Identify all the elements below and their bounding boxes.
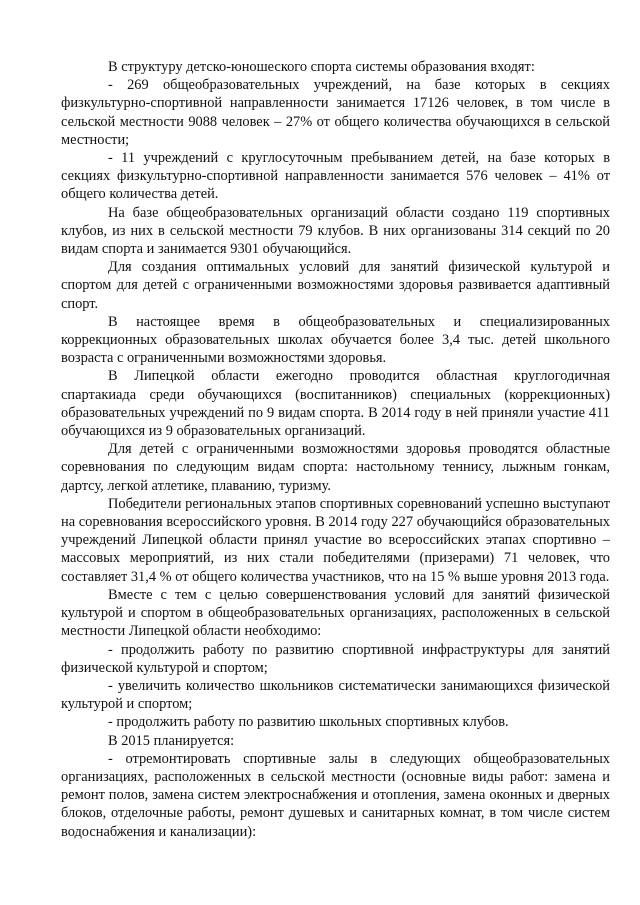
paragraph-adaptive-sport: Для создания оптимальных условий для занятий физической культурой и спортом для детей с ограниченными возможностями здоровья развивается адаптивный спорт.: [61, 259, 610, 312]
paragraph-special-schools: В настоящее время в общеобразовательных и специализированных коррекционных образовательных школах обучается более 3,4 тыс. детей школьного возраста с ограниченными возможностями здоровья.: [61, 313, 610, 367]
paragraph-necessary: Вместе с тем с целью совершенствования условий для занятий физической культурой и спортом в общеобразовательных организациях, расположенных в сельской местности Липецкой области необходимо:: [61, 586, 610, 640]
list-item-infrastructure: - продолжить работу по развитию спортивной инфраструктуры для занятий физической культурой и спортом;: [61, 641, 610, 676]
paragraph-sports-clubs: На базе общеобразовательных организаций области создано 119 спортивных клубов, из них в сельской местности 79 клубов. В них организованы 314 секций по 20 видам спорта и занимается 9301 обучающийся.: [61, 204, 610, 258]
paragraph-plan-2015: В 2015 планируется:: [108, 732, 235, 749]
paragraph-general-schools: - 269 общеобразовательных учреждений, на базе которых в секциях физкультурно-спортивной направленности занимается 17126 человек, в том числе в сельской местности 9088 человек – 27% от общего количества обучающихся в сельской местности;: [61, 77, 610, 148]
paragraph-winners: Победители региональных этапов спортивных соревнований успешно выступают на соревнования всероссийского уровня. В 2014 году 227 обучающийся образовательных учреждений Липецкой области принял участие во всероссийских этапах спортивно – массовых мероприятий, из них стали победителями (призерами) 71 человек, что составляет 31,4 % от общего количества участников, что на 15 % выше уровня 2013 года.: [61, 495, 610, 585]
list-item-repair-gyms: - отремонтировать спортивные залы в следующих общеобразовательных организациях, расположенных в сельской местности (основные виды работ: замена и ремонт полов, замена систем электроснабжения и отопления, замена оконных и дверных блоков, отделочные работы, ремонт душевых и санитарных комнат, в том числе систем водоснабжения и канализации):: [61, 750, 610, 840]
list-item-increase-students: - увеличить количество школьников систематически занимающихся физической культурой и спортом;: [61, 677, 610, 713]
paragraph-intro: В структуру детско-юношеского спорта системы образования входят:: [108, 59, 535, 75]
paragraph-boarding-institutions: - 11 учреждений с круглосуточным пребыванием детей, на базе которых в секциях физкультурно-спортивной направленности занимается 576 человек – 41% от общего количества детей.: [61, 150, 610, 203]
paragraph-spartakiad: В Липецкой области ежегодно проводится областная круглогодичная спартакиада среди обучающихся (воспитанников) специальных (коррекционных) образовательных учреждений по 9 видам спорта. В 2014 году в ней приняли участие 411 обучающихся из 9 образовательных организаций.: [61, 368, 610, 440]
list-item-school-clubs: - продолжить работу по развитию школьных спортивных клубов.: [108, 714, 509, 731]
paragraph-regional-competitions: Для детей с ограниченными возможностями здоровья проводятся областные соревнования по следующим видам спорта: настольному теннису, лыжным гонкам, дартсу, легкой атлетике, плаванию, туризму.: [61, 441, 610, 494]
